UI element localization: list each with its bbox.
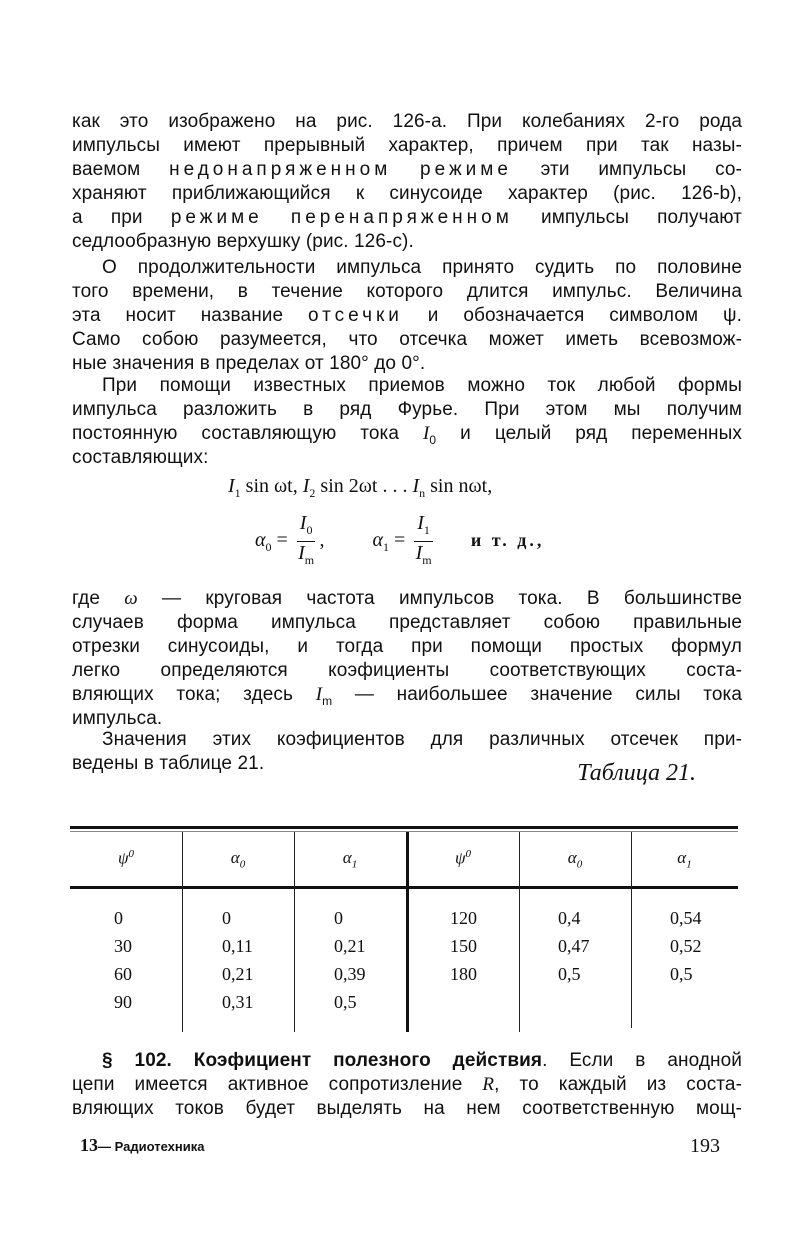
text-line: где ω — круговая частота импульсов тока. В большинстве <box>72 588 742 609</box>
table-top-rule <box>70 826 738 829</box>
table-cell: 0,5 <box>558 964 581 984</box>
table-cell: 0 <box>334 908 343 928</box>
header-psi: $\psi^0$ <box>117 848 135 868</box>
table-cell: 0,5 <box>334 992 357 1012</box>
text-line: составляющих: <box>72 447 209 468</box>
paragraph-3 <box>72 374 742 470</box>
text-line: Значения этих коэфициентов для различных отсечек при- <box>102 729 742 750</box>
emphasized-term: недонапряженном <box>169 159 392 180</box>
text-line: отрезки синусоиды, и тогда при помощи простых формул <box>72 636 742 657</box>
section-102 <box>72 1049 742 1121</box>
table-caption: Таблица 21. <box>577 760 696 786</box>
text-line: цепи имеется активное сопротизление R, то каждый из соста- <box>72 1074 742 1095</box>
table-cell: 0,4 <box>558 908 581 928</box>
table-cell: 60 <box>114 964 132 984</box>
text-line: случаев форма импульса представляет собою правильные <box>72 612 742 633</box>
column-alpha1-left <box>334 904 366 1016</box>
table-cell: 0 <box>222 908 231 928</box>
column-psi-right <box>450 904 477 988</box>
table-cell: 0,31 <box>222 992 254 1012</box>
paragraph-2 <box>72 256 742 376</box>
math-symbol: I <box>422 423 430 444</box>
math-symbol: ω <box>124 588 138 609</box>
table-cell: 0,52 <box>670 936 702 956</box>
column-alpha0-left <box>222 904 254 1016</box>
text-line: легко определяются коэфициенты соответствующих соста- <box>72 660 742 681</box>
text-line: вляющих тока; здесь $I_m$ — наибольшее значение силы тока <box>72 684 742 708</box>
math-symbol: R <box>482 1074 495 1095</box>
table-cell: 0,54 <box>670 908 702 928</box>
emphasized-term: отсечки <box>308 305 403 326</box>
header-psi: $\psi^0$ <box>454 848 472 868</box>
table-cell: 180 <box>450 964 477 984</box>
text-line: импульса разложить в ряд Фурье. При этом мы получим <box>72 399 742 420</box>
page-number: 193 <box>690 1135 720 1157</box>
fraction: $\frac{I_0}{I_m}$ <box>298 512 315 567</box>
table-cell: 0,11 <box>222 936 253 956</box>
text-line: эта носит название отсечки и обозначается символом ψ. <box>72 305 742 326</box>
text-line: Само собою разумеется, что отсечка может иметь всевозмож- <box>72 329 742 350</box>
coefficients-table <box>70 826 738 1036</box>
table-cell: 150 <box>450 936 477 956</box>
table-cell: 0,21 <box>334 936 366 956</box>
column-alpha0-right <box>558 904 590 988</box>
section-heading: § 102. Коэфициент полезного действия <box>102 1050 543 1071</box>
paragraph-4 <box>72 587 742 731</box>
table-cell: 0,47 <box>558 936 590 956</box>
page-footer <box>80 1135 720 1156</box>
table-cell: 0,39 <box>334 964 366 984</box>
text-line: храняют приближающийся к синусоиде характер (рис. 126-b), <box>72 183 742 204</box>
emphasized-term: режиме <box>420 159 512 180</box>
text-line: § 102. Коэфициент полезного действия. Если в анодной <box>102 1050 742 1071</box>
table-cell: 30 <box>114 936 132 956</box>
signature-mark: 13— Радиотехника <box>80 1135 205 1155</box>
text-line: ваемом недонапряженном режиме эти импульсы со- <box>72 159 742 180</box>
text-line: вляющих токов будет выделять на нем соответственную мощ- <box>72 1098 742 1119</box>
text-line: При помощи известных приемов можно ток любой формы <box>102 375 742 396</box>
header-alpha0: $\alpha_0$ <box>230 848 246 871</box>
math-symbol: I <box>315 684 323 705</box>
header-alpha1: $\alpha_1$ <box>677 848 692 871</box>
table-cell: 0,5 <box>670 964 693 984</box>
fraction: $\frac{I_1}{I_m}$ <box>415 512 432 567</box>
table-cell: 0,21 <box>222 964 254 984</box>
table-top-rule-thin <box>70 831 738 832</box>
table-cell: 90 <box>114 992 132 1012</box>
text-line: импульсы имеют прерывный характер, причем при так назы- <box>72 135 742 156</box>
text-line: седлообразную верхушку (рис. 126-с). <box>72 231 414 252</box>
paragraph-1 <box>72 110 742 254</box>
table-cell: 0 <box>114 908 123 928</box>
header-alpha1: $\alpha_1$ <box>342 848 358 871</box>
column-psi-left <box>114 904 132 1016</box>
column-alpha1-right <box>670 904 702 988</box>
fourier-series-formula: $I_1$ sin ωt, $I_2$ sin 2ωt . . . $I_n$ sin nωt, <box>228 475 493 500</box>
header-alpha0: $\alpha_0$ <box>567 848 583 871</box>
text-line: импульса. <box>72 708 163 729</box>
text-line: постоянную составляющую тока $I_0$ и целый ряд переменных <box>72 423 742 447</box>
emphasized-term: режиме <box>170 207 263 228</box>
text-line: того времени, в течение которого длится импульс. Величина <box>72 281 742 302</box>
text-line: ные значения в пределах от 180° до 0°. <box>72 353 426 374</box>
coefficient-formula: $\alpha_0$ = $\frac{I_0}{I_m}$ , $\alpha_1$ = $\frac{I_1}{I_m}$ и т. д., <box>255 512 544 571</box>
text-line: а при режиме перенапряженном импульсы получают <box>72 207 742 228</box>
table-cell: 120 <box>450 908 477 928</box>
emphasized-term: перенапряженном <box>290 207 513 228</box>
text-line: О продолжительности импульса принято судить по половине <box>102 257 742 278</box>
text-line: ведены в таблице 21. <box>72 753 265 774</box>
header-bottom-rule <box>70 886 738 889</box>
text-line: как это изображено на рис. 126-а. При колебаниях 2-го рода <box>72 111 742 132</box>
